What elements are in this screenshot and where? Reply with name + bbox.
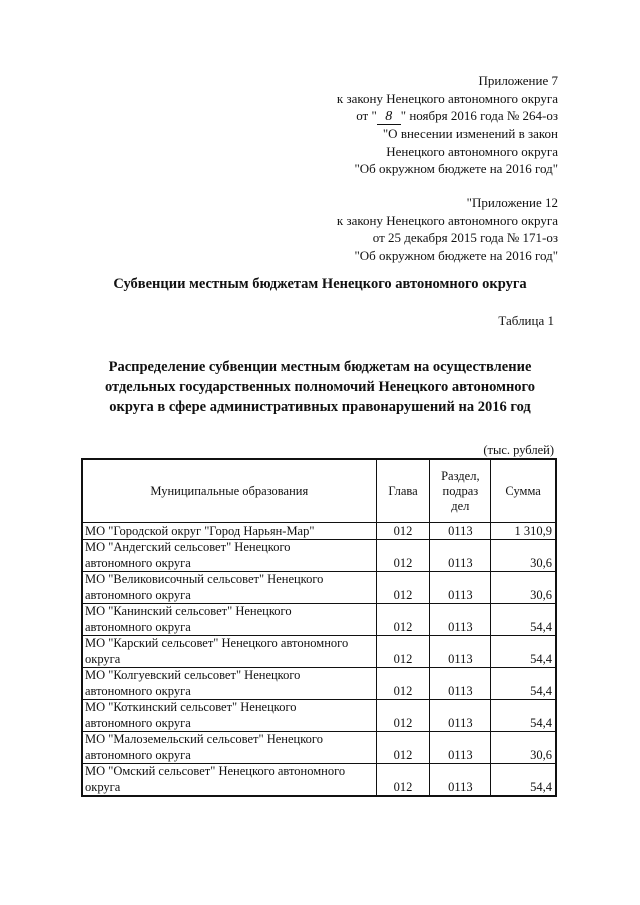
annex-12-budget-line: "Об окружном бюджете на 2016 год"	[354, 247, 558, 263]
annex-7-amend-line: "О внесении изменений в закон	[382, 126, 558, 141]
municipality-name-line: автономного округа	[85, 747, 191, 762]
annex-7-date-suffix: " ноября 2016 года № 264-оз	[400, 108, 558, 123]
municipality-name-line: МО "Городской округ "Город Нарьян-Мар"	[85, 524, 315, 538]
table-row	[82, 732, 556, 764]
table-row	[82, 764, 556, 797]
municipality-name-line: автономного округа	[85, 555, 191, 570]
razdel-cell: 0113	[430, 732, 491, 764]
annex-12-date-line: от 25 декабря 2015 года № 171-оз	[372, 230, 558, 245]
glava-cell: 012	[376, 540, 430, 572]
municipality-name-line: округа	[85, 651, 121, 666]
municipality-name-line: МО "Малоземельский сельсовет" Ненецкого	[85, 732, 323, 746]
municipality-name-line: автономного округа	[85, 683, 191, 698]
main-title: Субвенции местным бюджетам Ненецкого автономного округа	[113, 276, 527, 292]
razdel-cell: 0113	[430, 764, 491, 797]
subvention-table	[81, 458, 557, 797]
municipality-name-line: автономного округа	[85, 619, 191, 634]
sum-cell: 54,4	[491, 764, 556, 797]
glava-cell: 012	[376, 668, 430, 700]
sum-cell: 30,6	[491, 572, 556, 604]
municipality-name-line: МО "Омский сельсовет" Ненецкого автономного	[85, 764, 346, 778]
razdel-cell: 0113	[430, 636, 491, 668]
municipality-name	[82, 700, 376, 732]
glava-cell: 012	[376, 636, 430, 668]
handwritten-day: 8	[377, 110, 401, 125]
municipality-name	[82, 572, 376, 604]
header-sum: Сумма	[491, 459, 556, 523]
table-row	[82, 668, 556, 700]
annex-12-title: "Приложение 12	[466, 195, 558, 210]
glava-cell: 012	[376, 732, 430, 764]
sum-cell: 54,4	[491, 636, 556, 668]
header-razdel-line-3: дел	[451, 498, 470, 513]
distribution-title-line-3: округа в сфере административных правонарушений на 2016 год	[109, 399, 531, 415]
municipality-name	[82, 604, 376, 636]
header-razdel-line-2: подраз	[442, 483, 479, 498]
annex-7-okrug-line: Ненецкого автономного округа	[386, 143, 558, 159]
municipality-name	[82, 764, 376, 797]
header-glava: Глава	[376, 459, 430, 523]
municipality-name	[82, 668, 376, 700]
annex-7-budget-line: "Об окружном бюджете на 2016 год"	[354, 161, 558, 176]
razdel-cell: 0113	[430, 700, 491, 732]
annex-7-law-ref: к закону Ненецкого автономного округа	[336, 90, 558, 106]
table-number: Таблица 1	[498, 313, 554, 328]
sum-cell: 54,4	[491, 668, 556, 700]
razdel-cell: 0113	[430, 668, 491, 700]
sum-cell: 1 310,9	[491, 523, 556, 540]
razdel-cell: 0113	[430, 523, 491, 540]
table-row	[82, 636, 556, 668]
table-row	[82, 700, 556, 732]
distribution-title-line-1: Распределение субвенции местным бюджетам на осуществление	[108, 359, 532, 375]
razdel-cell: 0113	[430, 572, 491, 604]
municipality-name	[82, 636, 376, 668]
annex-12-law-ref: к закону Ненецкого автономного округа	[336, 212, 558, 228]
sum-cell: 54,4	[491, 604, 556, 636]
municipality-name	[82, 523, 376, 540]
glava-cell: 012	[376, 764, 430, 797]
annex-12-header	[337, 194, 558, 264]
municipality-name-line: округа	[85, 779, 121, 794]
glava-cell: 012	[376, 523, 430, 540]
table-row	[82, 523, 556, 540]
header-razdel-line-1: Раздел,	[441, 468, 480, 483]
municipality-name-line: МО "Великовисочный сельсовет" Ненецкого	[85, 572, 324, 586]
header-razdel	[430, 459, 491, 523]
municipality-name-line: автономного округа	[85, 715, 191, 730]
table-row	[82, 572, 556, 604]
municipality-name-line: автономного округа	[85, 587, 191, 602]
razdel-cell: 0113	[430, 604, 491, 636]
municipality-name-line: МО "Колгуевский сельсовет" Ненецкого	[85, 668, 301, 682]
glava-cell: 012	[376, 700, 430, 732]
table-row	[82, 604, 556, 636]
municipality-name-line: МО "Карский сельсовет" Ненецкого автономного	[85, 636, 349, 650]
distribution-title	[0, 357, 640, 417]
municipality-name-line: МО "Канинский сельсовет" Ненецкого	[85, 604, 292, 618]
distribution-title-line-2: отдельных государственных полномочий Ненецкого автономного	[104, 379, 536, 395]
annex-7-date-prefix: от "	[356, 108, 377, 123]
municipality-name-line: МО "Коткинский сельсовет" Ненецкого	[85, 700, 297, 714]
glava-cell: 012	[376, 604, 430, 636]
table-header-row	[82, 459, 556, 523]
sum-cell: 54,4	[491, 700, 556, 732]
header-municipality: Муниципальные образования	[82, 459, 376, 523]
annex-7-date-line	[337, 107, 558, 125]
annex-7-title: Приложение 7	[478, 73, 558, 88]
municipality-name	[82, 732, 376, 764]
units-label: (тыс. рублей)	[483, 443, 554, 457]
sum-cell: 30,6	[491, 732, 556, 764]
glava-cell: 012	[376, 572, 430, 604]
table-row	[82, 540, 556, 572]
municipality-name	[82, 540, 376, 572]
annex-7-header	[337, 72, 558, 178]
sum-cell: 30,6	[491, 540, 556, 572]
razdel-cell: 0113	[430, 540, 491, 572]
municipality-name-line: МО "Андегский сельсовет" Ненецкого	[85, 540, 291, 554]
